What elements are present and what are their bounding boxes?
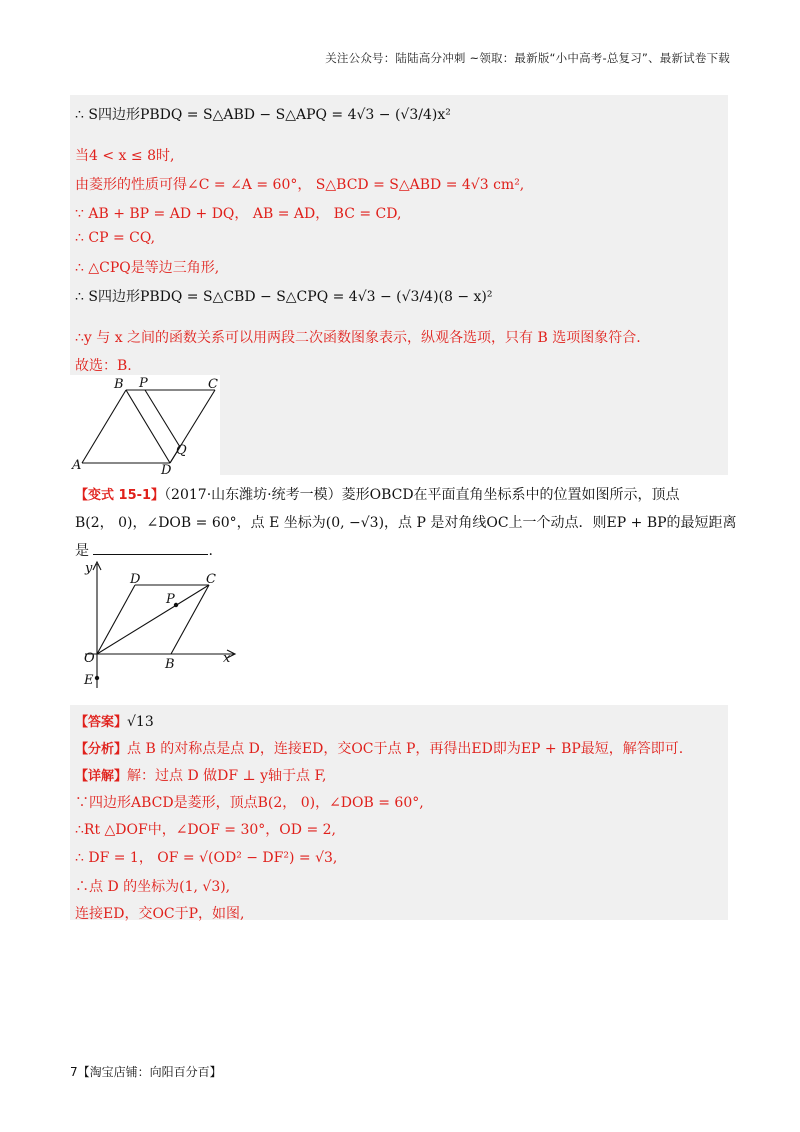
solution-line: ∴ CP = CQ,	[75, 230, 156, 246]
solution-line: ∴ S四边形PBDQ = S△CBD − S△CPQ = 4√3 − (√3/4)(8 − x)²	[75, 289, 493, 305]
solution-line: 当4 < x ≤ 8时,	[75, 148, 175, 164]
analysis-line	[75, 738, 683, 758]
detail-text: 解：过点 D 做DF ⊥ y轴于点 F,	[127, 768, 327, 784]
detail-line: 连接ED，交OC于P，如图,	[75, 906, 245, 922]
solution-line: ∵ AB + BP = AD + DQ， AB = AD， BC = CD,	[75, 206, 402, 222]
vertex-label-e: E	[84, 673, 94, 688]
vertex-label-o: O	[84, 651, 95, 666]
rhombus-figure	[70, 375, 220, 475]
axis-label-y: y	[85, 561, 93, 576]
problem-text-3: 是	[75, 543, 89, 559]
solution-line: ∴ △CPQ是等边三角形,	[75, 260, 220, 276]
detail-line: ∵四边形ABCD是菱形，顶点B(2， 0)，∠DOB = 60°,	[75, 795, 424, 811]
problem-source: （2017·山东潍坊·统考一模）	[164, 487, 342, 503]
solution-line: 故选：B.	[75, 358, 132, 374]
detail-line: ∴ DF = 1， OF = √(OD² − DF²) = √3,	[75, 850, 338, 866]
detail-line	[75, 765, 327, 785]
detail-line: ∴Rt △DOF中，∠DOF = 30°，OD = 2,	[75, 822, 336, 838]
vertex-label-b: B	[165, 657, 175, 672]
vertex-label-c: C	[208, 377, 218, 392]
analysis-tag: 【分析】	[75, 742, 128, 757]
page-number: 7	[70, 1065, 78, 1079]
answer-blank	[93, 544, 208, 555]
problem-text-1: 菱形OBCD在平面直角坐标系中的位置如图所示，顶点	[341, 487, 680, 503]
vertex-label-p: P	[166, 592, 175, 607]
solution-line: ∴y 与 x 之间的函数关系可以用两段二次函数图象表示，纵观各选项，只有 B 选项图象符合.	[75, 330, 641, 346]
page-header: 关注公众号：陆陆高分冲刺 ~领取：最新版“小中高考-总复习”、最新试卷下载	[325, 51, 730, 65]
solution-line: ∴ S四边形PBDQ = S△ABD − S△APQ = 4√3 − (√3/4)x²	[75, 107, 451, 123]
answer-line	[75, 711, 154, 730]
vertex-label-d: D	[161, 463, 172, 475]
vertex-label-c: C	[206, 572, 216, 587]
vertex-label-p: P	[139, 376, 148, 391]
analysis-text: 点 B 的对称点是点 D，连接ED，交OC于点 P，再得出ED即为EP + BP最短，解答即可.	[127, 741, 684, 757]
answer-value: √13	[127, 714, 154, 730]
detail-line: ∴点 D 的坐标为(1, √3),	[75, 879, 231, 895]
problem-line	[75, 484, 680, 504]
footer-text: 【淘宝店铺：向阳百分百】	[77, 1065, 222, 1079]
answer-tag: 【答案】	[75, 715, 128, 730]
problem-tag: 【变式 15-1】	[75, 488, 165, 503]
vertex-label-a: A	[72, 458, 82, 473]
axis-label-x: x	[223, 651, 231, 666]
vertex-label-d: D	[130, 572, 141, 587]
problem-line: B(2， 0)，∠DOB = 60°，点 E 坐标为(0, −√3)，点 P 是对角线OC上一个动点．则EP + BP的最短距离	[75, 515, 737, 531]
detail-tag: 【详解】	[75, 769, 128, 784]
coordinate-figure	[75, 558, 245, 693]
vertex-label-b: B	[114, 377, 124, 392]
point-e-dot	[95, 676, 99, 680]
solution-line: 由菱形的性质可得∠C = ∠A = 60°， S△BCD = S△ABD = 4√3 cm²,	[75, 177, 525, 193]
vertex-label-q: Q	[176, 443, 187, 458]
problem-end: .	[208, 543, 213, 559]
problem-line	[75, 540, 213, 560]
page-footer	[70, 1063, 222, 1080]
